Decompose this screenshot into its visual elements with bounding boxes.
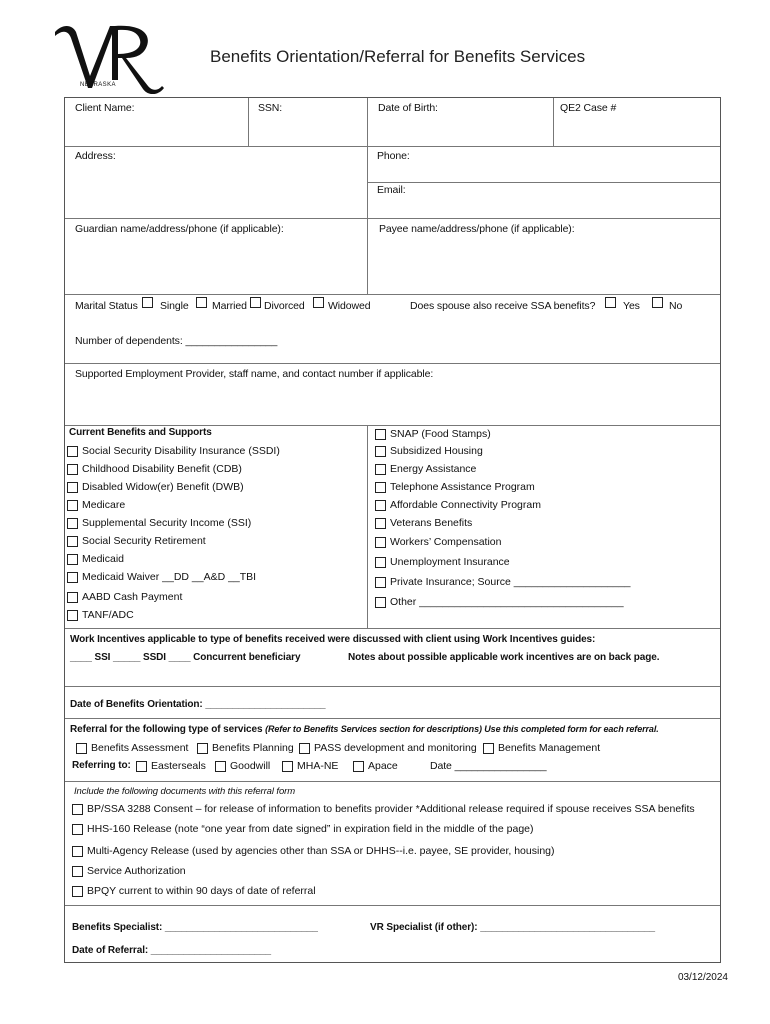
document-item-label: BPQY current to within 90 days of date of referral — [87, 885, 316, 897]
benefit-item[interactable] — [67, 534, 206, 548]
divider — [65, 686, 720, 687]
spouse-yes-label: Yes — [623, 300, 640, 312]
document-item-label: Multi-Agency Release (used by agencies other than SSA or DHHS--i.e. payee, SE provider, housing) — [87, 845, 555, 857]
divider — [65, 218, 720, 219]
checkbox[interactable] — [353, 761, 364, 772]
checkbox[interactable] — [72, 846, 83, 857]
benefit-item[interactable] — [67, 498, 125, 512]
ssn-label: SSN: — [258, 102, 283, 114]
checkbox[interactable] — [483, 743, 494, 754]
checkbox[interactable] — [375, 446, 386, 457]
divider — [553, 98, 554, 146]
vr-logo — [52, 18, 167, 94]
divider — [65, 905, 720, 906]
logo-subtext: NEBRASKA — [80, 82, 116, 88]
benefit-item-label: Social Security Retirement — [82, 535, 206, 547]
checkbox[interactable] — [67, 610, 78, 621]
benefit-item[interactable] — [67, 570, 256, 584]
benefit-item[interactable] — [67, 444, 280, 458]
divider — [367, 425, 368, 628]
checkbox[interactable] — [375, 482, 386, 493]
checkbox[interactable] — [375, 500, 386, 511]
benefit-item-label: AABD Cash Payment — [82, 591, 183, 603]
divorced-label: Divorced — [264, 300, 305, 312]
married-checkbox[interactable] — [196, 297, 207, 308]
married-label: Married — [212, 300, 247, 312]
benefit-item-label: Medicaid Waiver __DD __A&D __TBI — [82, 571, 257, 583]
checkbox[interactable] — [67, 554, 78, 565]
benefit-item-label: Private Insurance; Source ____________________ — [390, 576, 631, 588]
single-label: Single — [160, 300, 189, 312]
checkbox[interactable] — [375, 597, 386, 608]
spouse-yes-checkbox[interactable] — [605, 297, 616, 308]
referral-date-field[interactable]: Date ________________ — [430, 760, 547, 772]
work-incentives-note: Notes about possible applicable work incentives are on back page. — [348, 652, 660, 663]
benefit-item-label: Medicaid — [82, 553, 125, 565]
benefits-heading: Current Benefits and Supports — [69, 427, 212, 438]
checkbox[interactable] — [67, 536, 78, 547]
service-label: Benefits Assessment — [91, 742, 189, 754]
benefit-item-label: Subsidized Housing — [390, 445, 483, 457]
divider — [248, 98, 249, 146]
date-of-referral-field[interactable]: Date of Referral: ______________________ — [72, 945, 271, 956]
widowed-checkbox[interactable] — [313, 297, 324, 308]
email-label: Email: — [377, 184, 406, 196]
divider — [65, 146, 720, 147]
document-item[interactable] — [72, 864, 186, 878]
divider — [65, 294, 720, 295]
agency-easterseals[interactable] — [136, 759, 206, 773]
checkbox[interactable] — [299, 743, 310, 754]
checkbox[interactable] — [375, 557, 386, 568]
payee-label: Payee name/address/phone (if applicable): — [379, 223, 575, 235]
benefit-item[interactable] — [375, 555, 510, 569]
benefit-item-label: Disabled Widow(er) Benefit (DWB) — [82, 481, 244, 493]
checkbox[interactable] — [67, 464, 78, 475]
checkbox[interactable] — [375, 429, 386, 440]
service-benefits-assessment[interactable] — [76, 741, 188, 755]
divider — [65, 363, 720, 364]
divider — [65, 718, 720, 719]
referring-to-label: Referring to: — [72, 760, 131, 771]
checkbox[interactable] — [67, 482, 78, 493]
checkbox[interactable] — [375, 537, 386, 548]
divider — [65, 425, 720, 426]
checkbox[interactable] — [67, 446, 78, 457]
benefit-item[interactable] — [375, 535, 501, 549]
document-item[interactable] — [72, 884, 316, 898]
address-label: Address: — [75, 150, 116, 162]
checkbox[interactable] — [67, 572, 78, 583]
spouse-ssa-question: Does spouse also receive SSA benefits? — [410, 300, 596, 312]
benefit-item[interactable] — [67, 480, 244, 494]
benefit-item[interactable] — [67, 552, 124, 566]
benefit-item-label: Energy Assistance — [390, 463, 477, 475]
checkbox[interactable] — [282, 761, 293, 772]
agency-label: MHA-NE — [297, 760, 339, 772]
agency-goodwill[interactable] — [215, 759, 270, 773]
agency-label: Goodwill — [230, 760, 271, 772]
service-label: PASS development and monitoring — [314, 742, 477, 754]
footer-date: 03/12/2024 — [677, 972, 728, 983]
checkbox[interactable] — [375, 518, 386, 529]
agency-label: Apace — [368, 760, 398, 772]
orientation-date-field[interactable]: Date of Benefits Orientation: ______________________ — [70, 699, 326, 710]
service-benefits-planning[interactable] — [197, 741, 294, 755]
widowed-label: Widowed — [328, 300, 371, 312]
document-item-label: Service Authorization — [87, 865, 186, 877]
document-item-label: BP/SSA 3288 Consent – for release of information to benefits provider *Additional release required if spouse receives SSA benefits — [87, 803, 695, 815]
work-incentives-options[interactable]: ____ SSI _____ SSDI ____ Concurrent beneficiary — [70, 652, 301, 663]
page-title: Benefits Orientation/Referral for Benefits Services — [210, 47, 586, 66]
benefit-item-label: Workers’ Compensation — [390, 536, 502, 548]
benefit-item[interactable] — [375, 462, 476, 476]
document-item[interactable] — [72, 844, 555, 858]
documents-heading: Include the following documents with this referral form — [74, 786, 296, 797]
dob-label: Date of Birth: — [378, 102, 438, 114]
divorced-checkbox[interactable] — [250, 297, 261, 308]
benefit-item-label: SNAP (Food Stamps) — [390, 428, 491, 440]
document-item[interactable] — [72, 802, 695, 816]
dependents-field[interactable]: Number of dependents: ________________ — [75, 335, 278, 347]
benefit-item-label: Other ___________________________________ — [390, 596, 624, 608]
divider — [65, 781, 720, 782]
benefit-item[interactable] — [67, 608, 134, 622]
service-pass[interactable] — [299, 741, 477, 755]
benefit-item-label: Affordable Connectivity Program — [390, 499, 541, 511]
case-number-label: QE2 Case # — [560, 102, 617, 114]
referral-heading: Referral for the following type of services — [70, 724, 263, 735]
checkbox[interactable] — [72, 866, 83, 877]
service-benefits-management[interactable] — [483, 741, 600, 755]
checkbox[interactable] — [67, 500, 78, 511]
document-item-label: HHS-160 Release (note “one year from date signed” in expiration field in the middle of the page) — [87, 823, 534, 835]
document-item[interactable] — [72, 822, 534, 836]
benefit-item[interactable] — [375, 427, 491, 441]
referral-heading-row — [70, 724, 659, 735]
checkbox[interactable] — [72, 804, 83, 815]
client-name-label: Client Name: — [75, 102, 135, 114]
checkbox[interactable] — [215, 761, 226, 772]
marital-status-label: Marital Status — [75, 300, 138, 312]
checkbox[interactable] — [197, 743, 208, 754]
spouse-no-checkbox[interactable] — [652, 297, 663, 308]
benefit-item[interactable] — [375, 595, 624, 609]
phone-label: Phone: — [377, 150, 410, 162]
spouse-no-label: No — [669, 300, 683, 312]
benefits-specialist-field[interactable]: Benefits Specialist: ____________________________ — [72, 922, 318, 933]
guardian-label: Guardian name/address/phone (if applicable): — [75, 223, 284, 235]
benefit-item[interactable] — [375, 480, 535, 494]
benefit-item[interactable] — [375, 444, 483, 458]
benefit-item[interactable] — [375, 575, 631, 589]
work-incentives-line: Work Incentives applicable to type of benefits received were discussed with client using Work Incentives guides: — [70, 634, 596, 645]
checkbox[interactable] — [76, 743, 87, 754]
benefit-item-label: Social Security Disability Insurance (SSDI) — [82, 445, 280, 457]
benefit-item[interactable] — [375, 498, 541, 512]
benefit-item-label: TANF/ADC — [82, 609, 134, 621]
divider — [367, 98, 368, 294]
benefit-item[interactable] — [375, 516, 472, 530]
single-checkbox[interactable] — [142, 297, 153, 308]
checkbox[interactable] — [375, 577, 386, 588]
referral-heading-note: (Refer to Benefits Services section for descriptions) Use this completed form for each referral. — [265, 724, 659, 734]
provider-label: Supported Employment Provider, staff name, and contact number if applicable: — [75, 368, 434, 380]
divider — [65, 628, 720, 629]
benefit-item-label: Unemployment Insurance — [390, 556, 510, 568]
benefit-item-label: Medicare — [82, 499, 126, 511]
checkbox[interactable] — [136, 761, 147, 772]
checkbox[interactable] — [67, 592, 78, 603]
divider — [367, 182, 720, 183]
benefit-item-label: Veterans Benefits — [390, 517, 473, 529]
benefit-item-label: Supplemental Security Income (SSI) — [82, 517, 252, 529]
checkbox[interactable] — [67, 518, 78, 529]
checkbox[interactable] — [72, 886, 83, 897]
agency-apace[interactable] — [353, 759, 398, 773]
agency-mha-ne[interactable] — [282, 759, 338, 773]
benefit-item-label: Telephone Assistance Program — [390, 481, 535, 493]
vr-specialist-field[interactable]: VR Specialist (if other): ________________________________ — [370, 922, 655, 933]
benefit-item[interactable] — [67, 462, 242, 476]
checkbox[interactable] — [72, 824, 83, 835]
benefit-item[interactable] — [67, 590, 182, 604]
benefit-item-label: Childhood Disability Benefit (CDB) — [82, 463, 242, 475]
benefit-item[interactable] — [67, 516, 251, 530]
checkbox[interactable] — [375, 464, 386, 475]
service-label: Benefits Planning — [212, 742, 294, 754]
agency-label: Easterseals — [151, 760, 206, 772]
service-label: Benefits Management — [498, 742, 601, 754]
